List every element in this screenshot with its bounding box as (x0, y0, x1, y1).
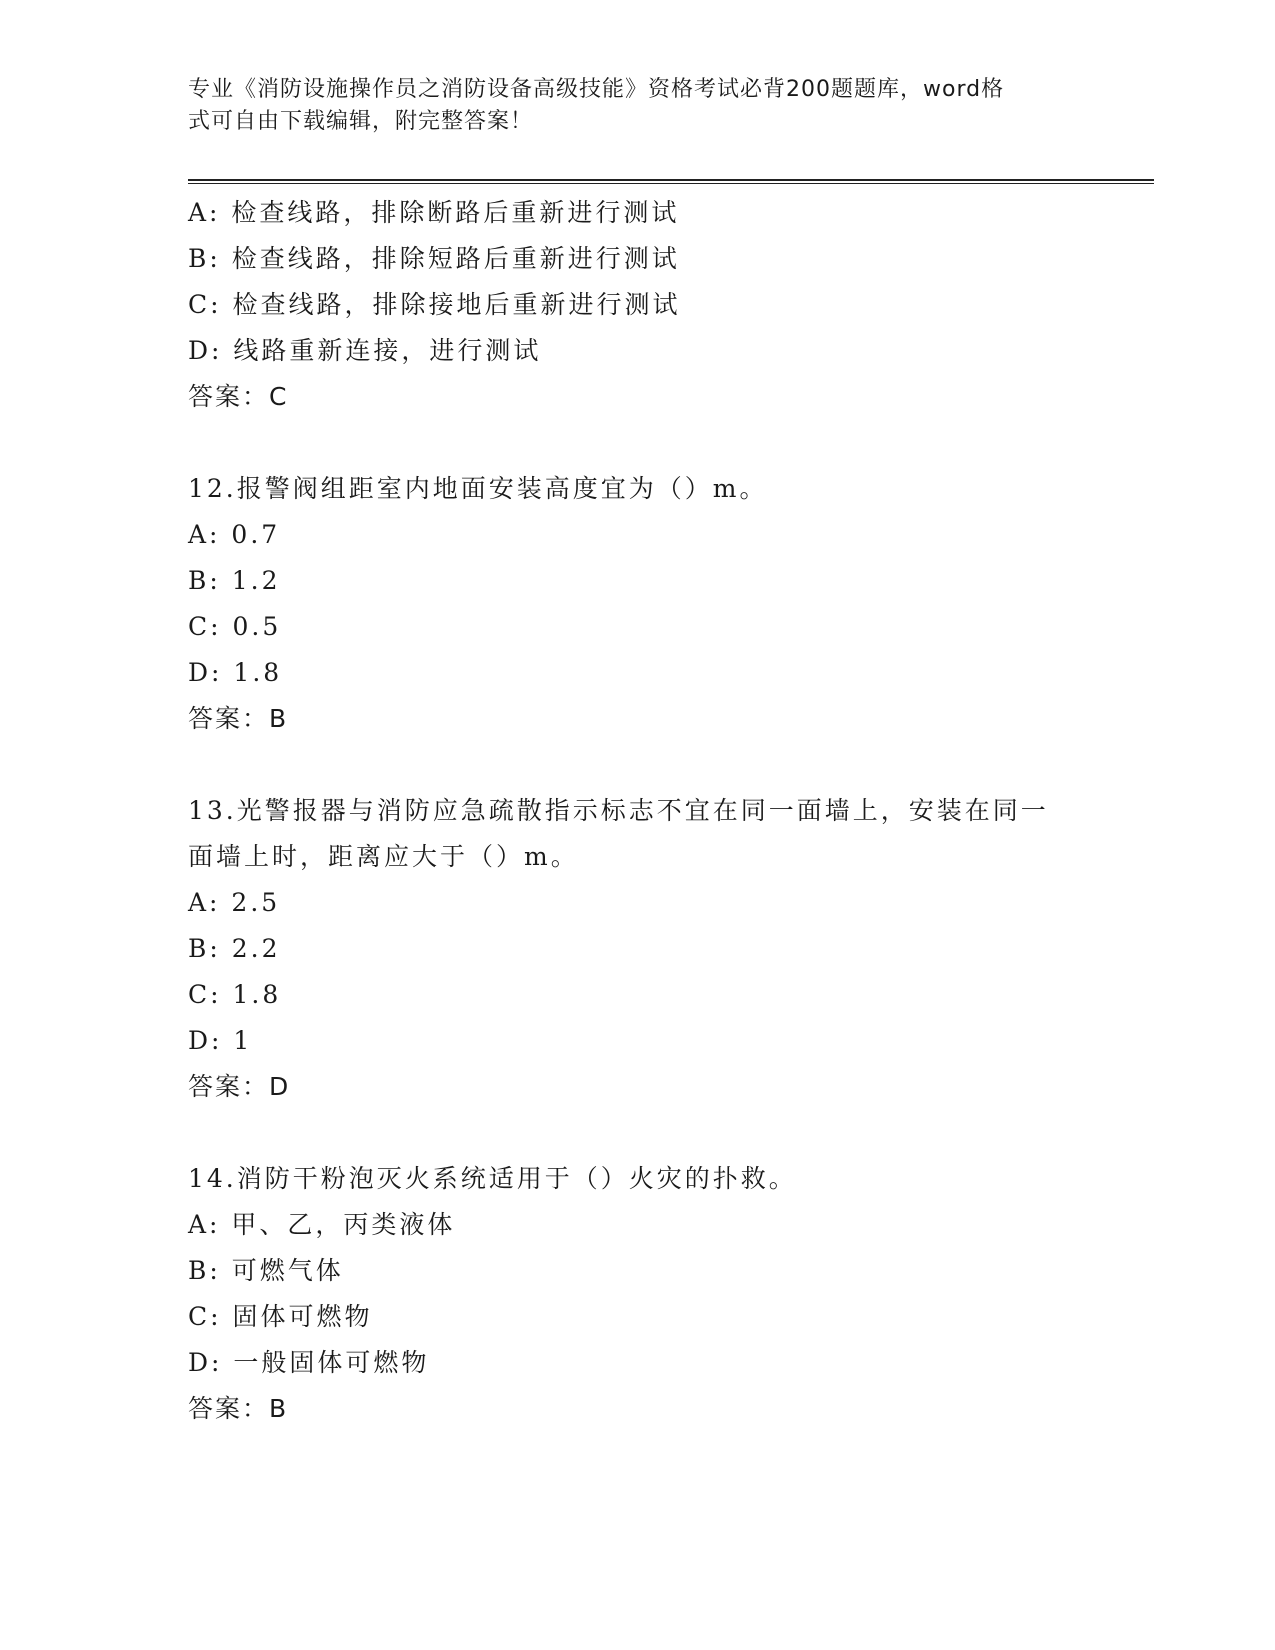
question-13-block (188, 788, 1108, 1110)
question-12-block (188, 466, 1108, 742)
answer-line: 答案：D (188, 1072, 291, 1101)
document-header (188, 74, 1078, 138)
header-line-1: 专业《消防设施操作员之消防设备高级技能》资格考试必背200题题库，word格 (188, 77, 1005, 102)
option-b: B: 2.2 (188, 934, 281, 963)
option-b: B: 1.2 (188, 566, 281, 595)
spacer (188, 420, 1108, 466)
option-d: D: 线路重新连接，进行测试 (188, 336, 542, 365)
question-stem: 14.消防干粉泡灭火系统适用于（）火灾的扑救。 (188, 1164, 797, 1193)
question-stem-line-2: 面墙上时，距离应大于（）m。 (188, 842, 579, 871)
option-a: A: 0.7 (188, 520, 281, 549)
option-d: D: 1 (188, 1026, 253, 1055)
option-a: A: 2.5 (188, 888, 281, 917)
option-c: C: 检查线路，排除接地后重新进行测试 (188, 290, 681, 319)
option-b: B: 检查线路，排除短路后重新进行测试 (188, 244, 680, 273)
question-11-block (188, 190, 1108, 420)
option-d: D: 1.8 (188, 658, 283, 687)
answer-line: 答案：B (188, 704, 289, 733)
answer-line: 答案：B (188, 1394, 289, 1423)
option-c: C: 固体可燃物 (188, 1302, 373, 1331)
spacer (188, 742, 1108, 788)
question-14-block (188, 1156, 1108, 1432)
option-a: A: 甲、乙，丙类液体 (188, 1210, 456, 1239)
option-d: D: 一般固体可燃物 (188, 1348, 430, 1377)
option-b: B: 可燃气体 (188, 1256, 344, 1285)
header-divider (188, 179, 1154, 184)
answer-line: 答案：C (188, 382, 289, 411)
question-list (188, 190, 1108, 1432)
question-stem-line-1: 13.光警报器与消防应急疏散指示标志不宜在同一面墙上，安装在同一 (188, 796, 1049, 825)
header-line-2: 式可自由下载编辑，附完整答案！ (188, 109, 534, 134)
option-a: A: 检查线路，排除断路后重新进行测试 (188, 198, 680, 227)
spacer (188, 1110, 1108, 1156)
option-c: C: 0.5 (188, 612, 282, 641)
question-stem: 12.报警阀组距室内地面安装高度宜为（）m。 (188, 474, 768, 503)
option-c: C: 1.8 (188, 980, 282, 1009)
